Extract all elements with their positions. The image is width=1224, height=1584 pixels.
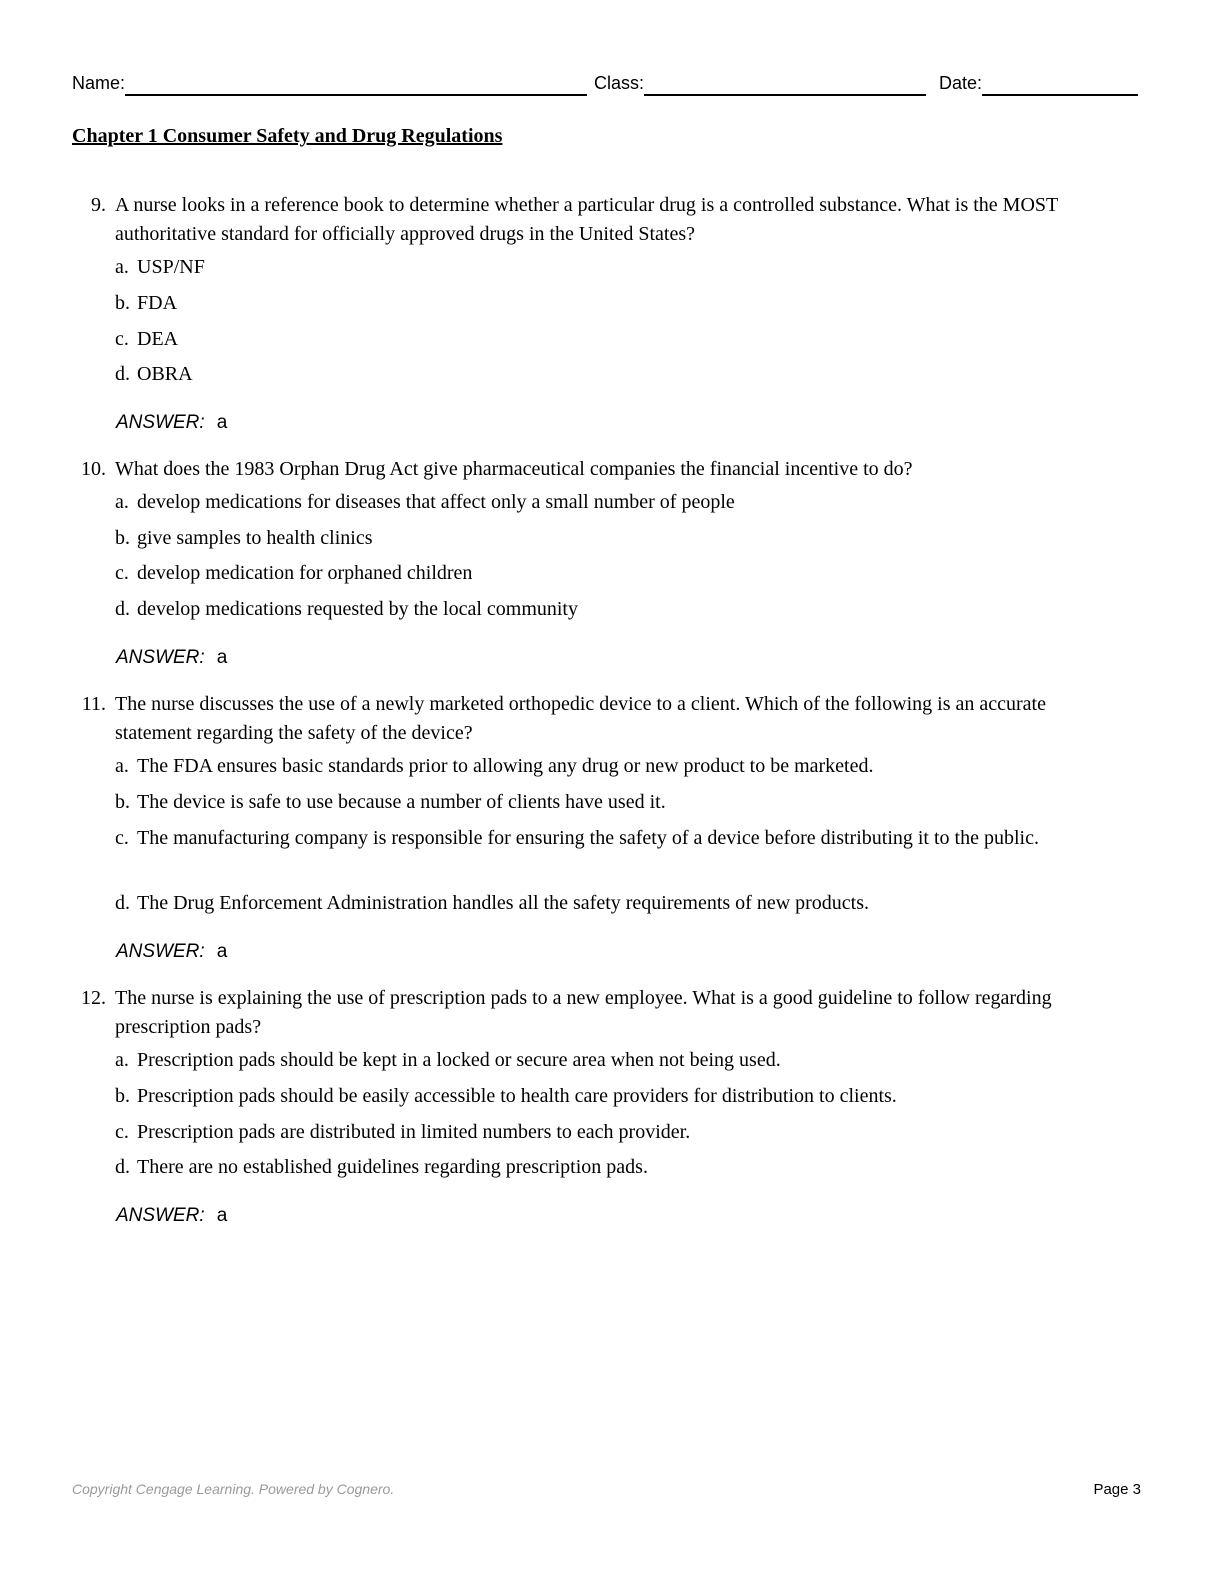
option-letter: b. bbox=[115, 1085, 130, 1107]
option-letter: a. bbox=[115, 491, 129, 513]
option-letter: d. bbox=[115, 892, 130, 914]
option bbox=[115, 1153, 1115, 1182]
chapter-title: Chapter 1 Consumer Safety and Drug Regulations bbox=[72, 125, 503, 147]
date-line bbox=[982, 70, 1138, 96]
answer-value: a bbox=[216, 412, 228, 433]
option-letter: b. bbox=[115, 527, 130, 549]
question-number: 9. bbox=[91, 194, 106, 216]
option bbox=[115, 289, 1115, 318]
question-text: The nurse discusses the use of a newly marketed orthopedic device to a client. Which of the following is an accurate statement regarding the safety of the device? bbox=[115, 693, 1046, 744]
answer-label: ANSWER: bbox=[116, 941, 205, 962]
page-number: Page 3 bbox=[1093, 1481, 1141, 1498]
option-letter: a. bbox=[115, 1049, 129, 1071]
option-text: DEA bbox=[137, 328, 179, 350]
option bbox=[115, 1046, 1115, 1075]
option-text: The FDA ensures basic standards prior to allowing any drug or new product to be marketed. bbox=[137, 755, 874, 777]
name-label: Name: bbox=[72, 73, 126, 93]
option bbox=[115, 524, 1115, 553]
option-letter: d. bbox=[115, 363, 130, 385]
option-letter: a. bbox=[115, 256, 129, 278]
class-line bbox=[644, 70, 926, 96]
option-letter: c. bbox=[115, 328, 129, 350]
question-text: The nurse is explaining the use of prescription pads to a new employee. What is a good guideline to follow regarding prescription pads? bbox=[115, 987, 1052, 1038]
option-text: develop medication for orphaned children bbox=[137, 562, 473, 584]
answer-label: ANSWER: bbox=[116, 412, 205, 433]
option-letter: b. bbox=[115, 791, 130, 813]
page-header bbox=[72, 70, 1142, 100]
option bbox=[115, 1118, 1115, 1147]
option-text: FDA bbox=[137, 292, 178, 314]
option-letter: d. bbox=[115, 598, 130, 620]
question-text: A nurse looks in a reference book to determine whether a particular drug is a controlled substance. What is the MOST authoritative standard for officially approved drugs in the United States? bbox=[115, 194, 1058, 245]
option-letter: b. bbox=[115, 292, 130, 314]
answer-value: a bbox=[216, 1205, 228, 1226]
option-text: The device is safe to use because a number of clients have used it. bbox=[137, 791, 666, 813]
option bbox=[115, 325, 1115, 354]
answer-label: ANSWER: bbox=[116, 1205, 205, 1226]
answer-value: a bbox=[216, 941, 228, 962]
option-text: The manufacturing company is responsible for ensuring the safety of a device before distributing it to the public. bbox=[137, 827, 1039, 849]
answer bbox=[116, 939, 227, 965]
answer bbox=[116, 645, 227, 671]
option bbox=[115, 1082, 1115, 1111]
option-text: Prescription pads should be kept in a locked or secure area when not being used. bbox=[137, 1049, 781, 1071]
option-text: develop medications for diseases that affect only a small number of people bbox=[137, 491, 735, 513]
answer bbox=[116, 1203, 227, 1229]
option bbox=[115, 488, 1115, 517]
date-label: Date: bbox=[939, 73, 983, 93]
copyright-notice: Copyright Cengage Learning. Powered by Cognero. bbox=[72, 1481, 395, 1497]
option-text: develop medications requested by the local community bbox=[137, 598, 578, 620]
option-letter: d. bbox=[115, 1156, 130, 1178]
question-number: 12. bbox=[81, 987, 106, 1009]
question-text: What does the 1983 Orphan Drug Act give pharmaceutical companies the financial incentive to do? bbox=[115, 458, 913, 480]
question-number: 11. bbox=[81, 693, 106, 715]
option bbox=[115, 559, 1115, 588]
option bbox=[115, 752, 1115, 781]
class-label: Class: bbox=[594, 73, 645, 93]
option-letter: c. bbox=[115, 562, 129, 584]
option-letter: c. bbox=[115, 1121, 129, 1143]
option bbox=[115, 360, 1115, 389]
option-text: give samples to health clinics bbox=[137, 527, 373, 549]
option-text: The Drug Enforcement Administration handles all the safety requirements of new products. bbox=[137, 892, 870, 914]
option bbox=[115, 824, 1115, 853]
option-text: Prescription pads should be easily accessible to health care providers for distribution to clients. bbox=[137, 1085, 897, 1107]
option-text: There are no established guidelines regarding prescription pads. bbox=[137, 1156, 648, 1178]
option-text: OBRA bbox=[137, 363, 193, 385]
answer-label: ANSWER: bbox=[116, 647, 205, 668]
date-field bbox=[939, 70, 1138, 96]
option bbox=[115, 788, 1115, 817]
name-line bbox=[125, 70, 587, 96]
option-text: USP/NF bbox=[137, 256, 205, 278]
option bbox=[115, 595, 1115, 624]
name-field bbox=[72, 70, 587, 96]
option bbox=[115, 253, 1115, 282]
answer-value: a bbox=[216, 647, 228, 668]
option-letter: a. bbox=[115, 755, 129, 777]
class-field bbox=[594, 70, 926, 96]
option-letter: c. bbox=[115, 827, 129, 849]
answer bbox=[116, 410, 227, 436]
option bbox=[115, 889, 1115, 918]
option-text: Prescription pads are distributed in limited numbers to each provider. bbox=[137, 1121, 691, 1143]
question-number: 10. bbox=[81, 458, 106, 480]
